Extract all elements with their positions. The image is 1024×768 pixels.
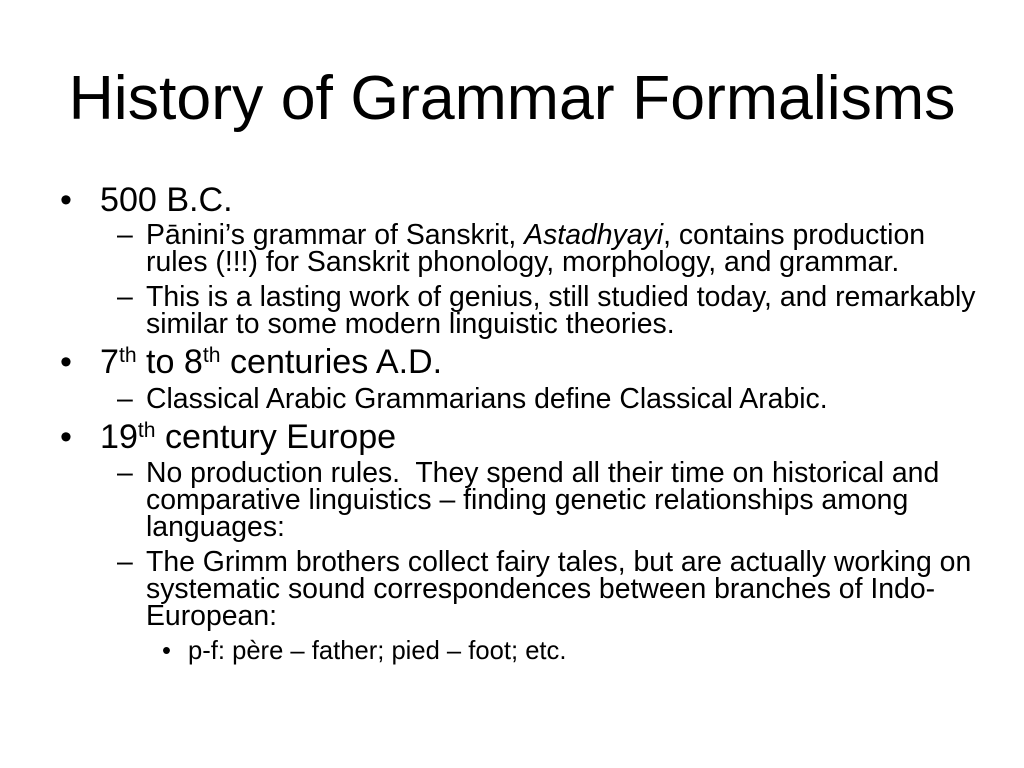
bullet-text-part: centuries A.D.: [220, 343, 443, 381]
bullet-marker: •: [60, 181, 72, 219]
sub-bullet-text: Pānini’s grammar of Sanskrit,: [146, 219, 525, 251]
superscript-text: th: [118, 344, 137, 368]
bullet-marker: •: [60, 343, 72, 381]
sub-bullet-line: languages:: [146, 511, 285, 543]
sub-bullet-grimm-brothers: [117, 546, 972, 632]
sub-bullet-line: This is a lasting work of genius, still studied today, and remarkably: [146, 281, 976, 313]
slide-title: History of Grammar Formalisms: [68, 63, 956, 133]
dash-marker: –: [117, 219, 133, 251]
sub-bullet-classical-arabic: [117, 383, 828, 415]
bullet-text-part: to 8: [136, 343, 203, 381]
bullet-text: [100, 419, 396, 455]
dash-marker: –: [117, 383, 133, 415]
sub-bullet-line: Classical Arabic Grammarians define Classical Arabic.: [146, 383, 828, 415]
superscript-text: th: [137, 419, 156, 443]
dash-marker: –: [117, 546, 133, 578]
bullet-text-part: 7: [100, 343, 119, 381]
sub-bullet-line: The Grimm brothers collect fairy tales, but are actually working on: [146, 546, 972, 578]
dash-marker: –: [117, 457, 133, 489]
superscript-text: th: [202, 344, 221, 368]
bullet-item-7th-8th-centuries: [60, 344, 442, 380]
bullet-text-part: 19: [100, 418, 138, 456]
bullet-marker: •: [60, 418, 72, 456]
sub-sub-bullet-p-f-examples: [162, 638, 566, 664]
italic-title: Astadhyayi: [524, 219, 664, 251]
sub-bullet-line: European:: [146, 600, 278, 632]
sub-bullet-lasting-work: [117, 281, 976, 340]
bullet-marker: •: [162, 637, 171, 665]
sub-bullet-no-production-rules: [117, 457, 940, 543]
bullet-text: 500 B.C.: [100, 181, 233, 219]
bullet-text: [100, 344, 442, 380]
bullet-text-part: century Europe: [155, 418, 397, 456]
sub-bullet-line: similar to some modern linguistic theories.: [146, 308, 675, 340]
sub-bullet-line: No production rules. They spend all their time on historical and: [146, 457, 940, 489]
sub-sub-bullet-text: p-f: père – father; pied – foot; etc.: [188, 637, 567, 665]
sub-bullet-panini-grammar: [117, 219, 926, 278]
sub-bullet-line: rules (!!!) for Sanskrit phonology, morphology, and grammar.: [146, 246, 900, 278]
bullet-item-500-bc: [60, 182, 233, 218]
bullet-item-19th-century-europe: [60, 419, 396, 455]
dash-marker: –: [117, 281, 133, 313]
sub-bullet-line: [146, 219, 926, 251]
sub-bullet-line: comparative linguistics – finding genetic relationships among: [146, 484, 909, 516]
sub-bullet-line: systematic sound correspondences between branches of Indo-: [146, 573, 936, 605]
sub-bullet-text: , contains production: [663, 219, 926, 251]
